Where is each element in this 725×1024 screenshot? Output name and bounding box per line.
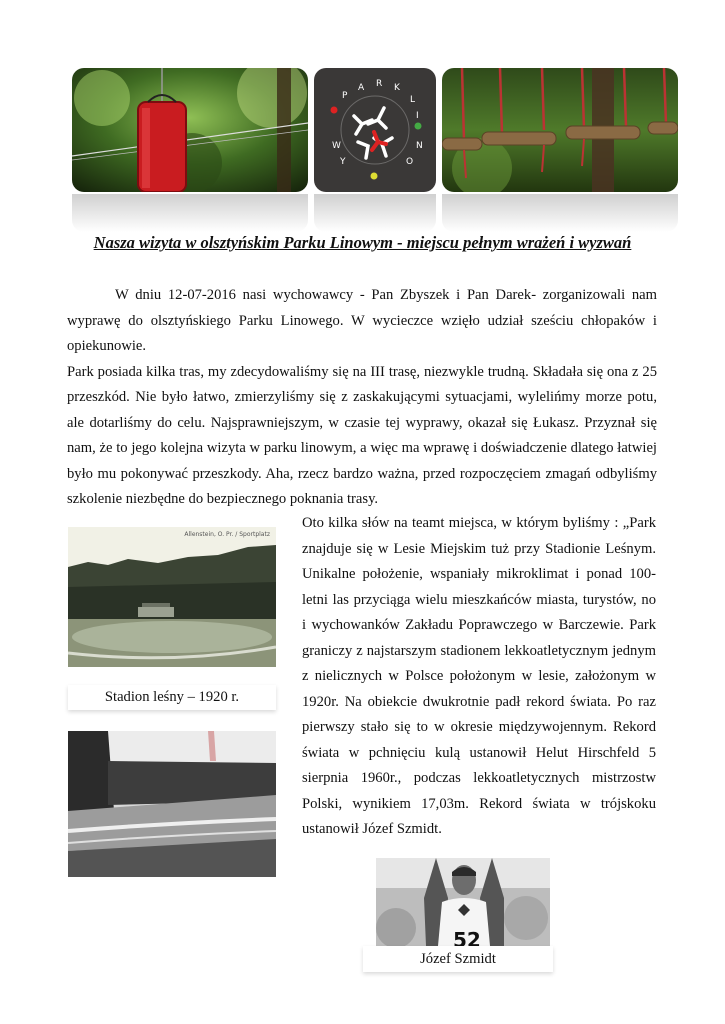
postcard-header-text: Allenstein, O. Pr. / Sportplatz [184,531,270,538]
rope-bridge-illustration [442,68,678,192]
page-title: Nasza wizyta w olsztyńskim Parku Linowym - miejscu pełnym wrażeń i wyzwań [93,233,632,252]
stadium-caption: Stadion leśny – 1920 r. [68,685,276,710]
photo-stadium-track [68,731,276,877]
climbers-logo-icon [314,68,436,192]
intro-paragraph: W dniu 12-07-2016 nasi wychowawcy - Pan Zbyszek i Pan Darek- zorganizowali nam wyprawę do olsztyńskiego Parku Linowego. W wycieczce wzięło udział sześciu chłopaków i opiekunowie. [67,287,657,354]
stadium-postcard-illustration [68,527,276,667]
svg-text:R: R [376,79,383,89]
article-body-side [302,511,656,843]
svg-text:K: K [394,83,400,93]
svg-text:Y: Y [340,157,346,167]
svg-text:A: A [358,83,365,93]
svg-text:L: L [410,95,416,105]
hero-reflection-right [442,194,678,232]
svg-text:I: I [416,111,419,121]
main-paragraph: Park posiada kilka tras, my zdecydowaliśmy się na III trasę, niezwykle trudną. Składała się ona z 25 przeszkód. Nie było łatwo, zmierzyliśmy się z zaskakującymi sytuacjami, wylelińmy morze potu, ale dotarliśmy do celu. Najsprawniejszym, w czasie tej wyprawy, okazał się Łukasz. Przyznał się nam, że to jego kolejna wizyta w parku linowym, a więc ma wprawę i doświadczenie dlatego łatwiej było mu pokonywać przeszkody. Aha, rzecz bardzo ważna, przed rozpoczęciem zmagań odbyliśmy szkolenie niezbędne do bezpiecznego poknania trasy. [67,363,657,507]
svg-text:W: W [332,141,341,151]
side-paragraph: Oto kilka słów na teamt miejsca, w którym byliśmy : „Park znajduje się w Lesie Miejskim tuż przy Stadionie Leśnym. Unikalne położenie, wspaniały mikroklimat i ponad 100-letni las przyciąga wielu mieszkańców miasta, turystów, no i wychowanków Zakładu Poprawczego w Barczewie. Park graniczy z najstarszym stadionem lekkoatletycznym jednym z nielicznych w Polsce położonym w lesie, założonym w 1920r. Na obiekcie dwukrotnie padł rekord świata. Po raz pierwszy stało się to w okresie międzywojennym. Rekord świata w pchnięciu kulą ustanowił Helut Hirschfeld 5 sierpnia 1960r., podczas lekkoatletycznych mistrzostw Polski, wynikiem 17,03m. Rekord świata w trójskoku ustanowił Józef Szmidt. [302,515,656,837]
svg-text:N: N [416,141,423,151]
park-linowy-logo [314,68,436,192]
photo-jozef-szmidt [376,858,550,946]
hero-photo-rope-bag [72,68,308,192]
svg-text:P: P [342,91,348,101]
hero-reflection [72,194,308,232]
logo-reflection [314,194,436,232]
photo-stadium-postcard [68,527,276,667]
svg-text:O: O [406,157,414,167]
athlete-caption: Józef Szmidt [363,946,553,972]
stadium-track-illustration [68,731,276,877]
forest-rope-illustration [72,68,308,192]
athlete-bib-number: 52 [453,928,481,946]
hero-photo-rope-bridge [442,68,678,192]
article-body-top [67,283,657,513]
